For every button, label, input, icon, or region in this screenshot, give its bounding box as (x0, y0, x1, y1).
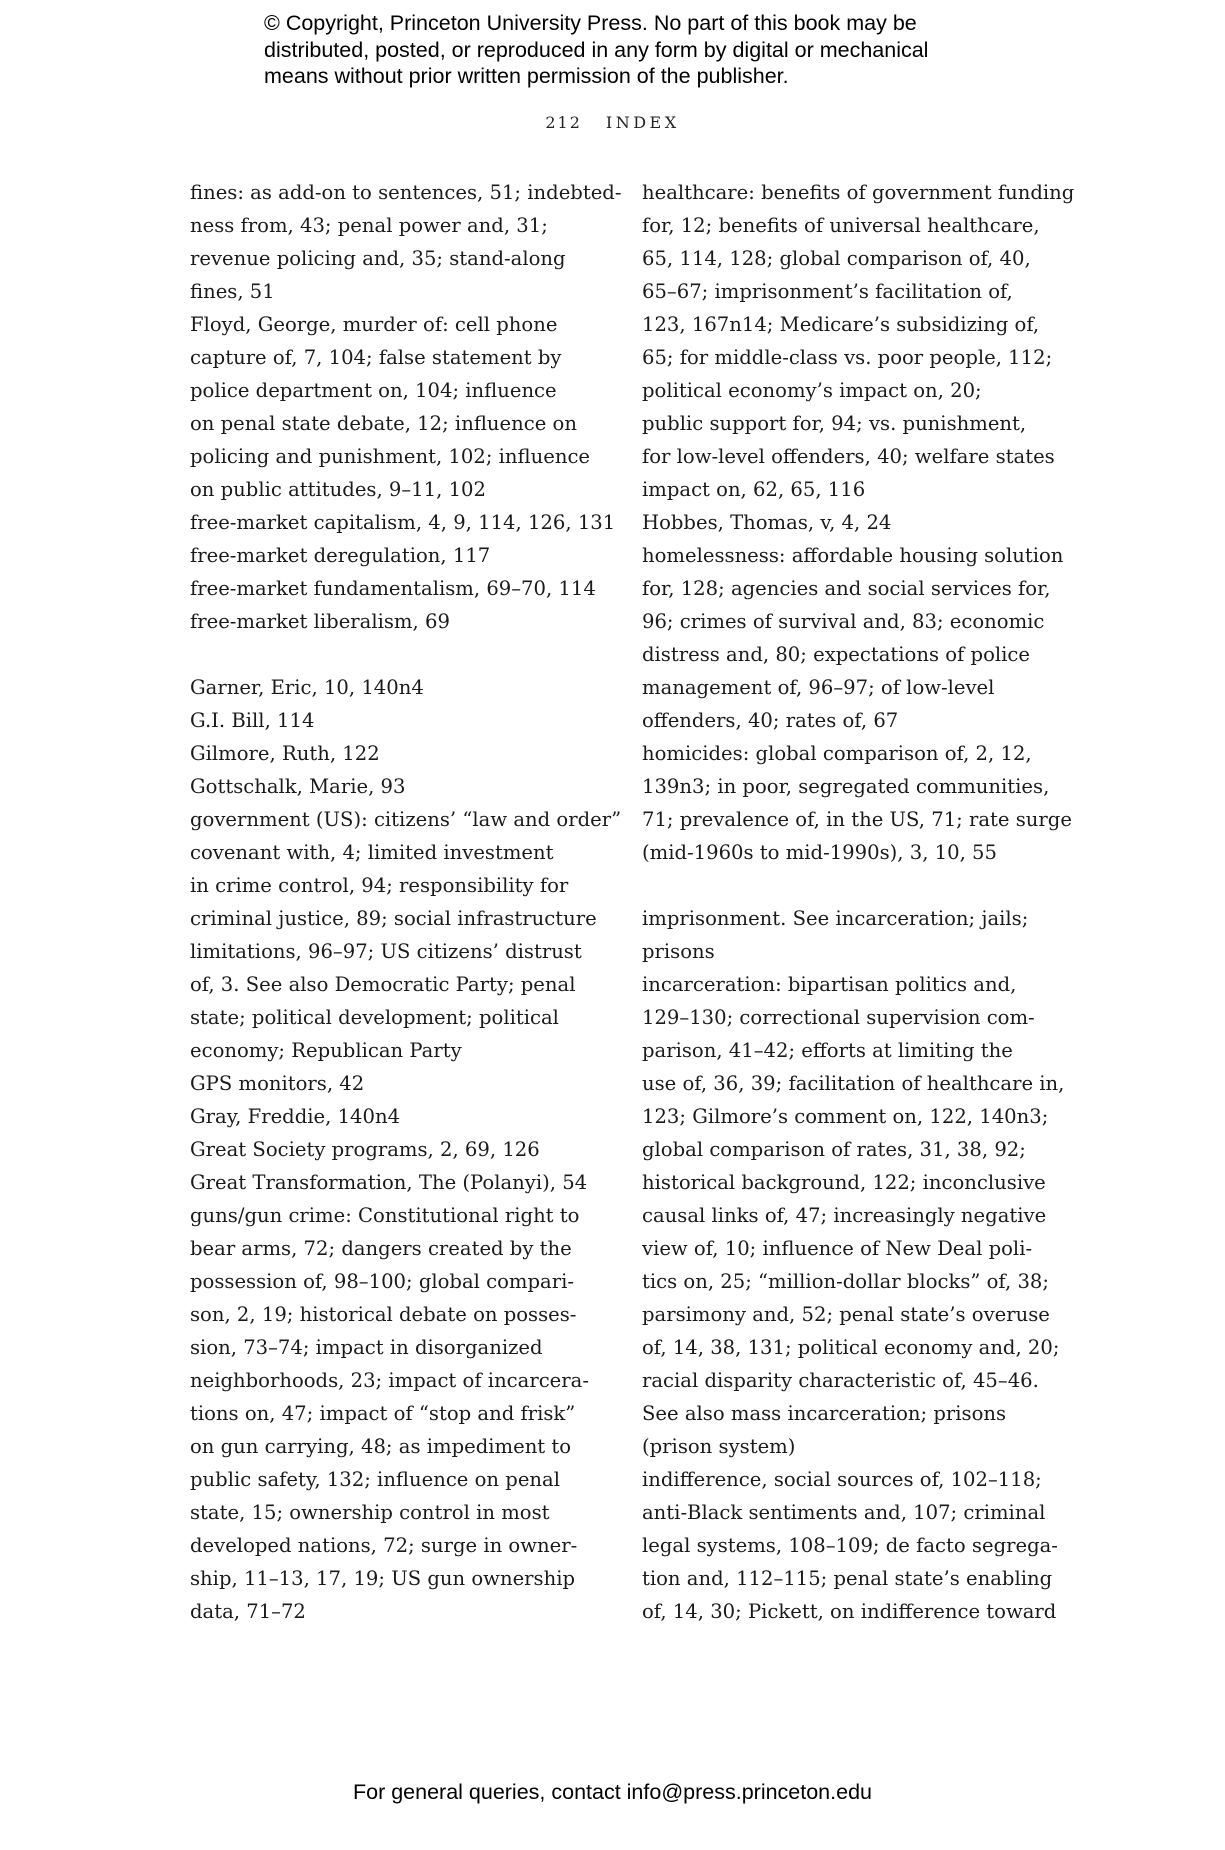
index-entry-line: Gottschalk, Marie, 93 (190, 775, 406, 798)
index-entry-line: global comparison of rates, 31, 38, 92; (642, 1138, 1026, 1161)
index-entry-line: data, 71–72 (190, 1600, 306, 1623)
index-entry (190, 1067, 620, 1100)
index-entry-line: Great Society programs, 2, 69, 126 (190, 1138, 540, 1161)
index-entry (642, 902, 1082, 968)
index-entry-line: prisons (642, 940, 715, 963)
index-entry-line: Gilmore, Ruth, 122 (190, 742, 380, 765)
index-entry-line: ness from, 43; penal power and, 31; (190, 214, 548, 237)
copyright-line: means without prior written permission of the publisher. (264, 64, 789, 88)
index-entry-line: government (US): citizens’ “law and order” (190, 808, 622, 831)
index-entry-line: healthcare: benefits of government funding (642, 181, 1075, 204)
index-entry-line: on penal state debate, 12; influence on (190, 412, 577, 435)
index-entry-line: public safety, 132; influence on penal (190, 1468, 560, 1491)
index-entry (190, 605, 620, 638)
index-entry-line: 123; Gilmore’s comment on, 122, 140n3; (642, 1105, 1049, 1128)
index-entry-line: parison, 41–42; efforts at limiting the (642, 1039, 1013, 1062)
index-entry (190, 704, 620, 737)
index-entry-line: management of, 96–97; of low-level (642, 676, 995, 699)
index-entry-line: racial disparity characteristic of, 45–46. (642, 1369, 1039, 1392)
index-entry-line: Floyd, George, murder of: cell phone (190, 313, 558, 336)
index-entry-line: use of, 36, 39; facilitation of healthcare in, (642, 1072, 1065, 1095)
index-entry-line: indifference, social sources of, 102–118; (642, 1468, 1042, 1491)
index-entry (190, 539, 620, 572)
index-entry-line: incarceration: bipartisan politics and, (642, 973, 1017, 996)
index-entry-line: 139n3; in poor, segregated communities, (642, 775, 1050, 798)
index-entry-line: 123, 167n14; Medicare’s subsidizing of, (642, 313, 1040, 336)
section-title: INDEX (605, 113, 680, 132)
index-entry-line: (mid-1960s to mid-1990s), 3, 10, 55 (642, 841, 997, 864)
index-entry-line: limitations, 96–97; US citizens’ distrust (190, 940, 582, 963)
copyright-line: distributed, posted, or reproduced in any form by digital or mechanical (264, 37, 929, 62)
index-entry-line: in crime control, 94; responsibility for (190, 874, 569, 897)
index-entry-line: 65–67; imprisonment’s facilitation of, (642, 280, 1013, 303)
index-entry-line: public support for, 94; vs. punishment, (642, 412, 1027, 435)
index-column-right (642, 176, 1082, 1628)
index-entry-line: state, 15; ownership control in most (190, 1501, 550, 1524)
index-entry-line: 96; crimes of survival and, 83; economic (642, 610, 1045, 633)
index-entry-line: See also mass incarceration; prisons (642, 1402, 1007, 1425)
index-entry-line: Garner, Eric, 10, 140n4 (190, 676, 424, 699)
index-entry (190, 506, 620, 539)
page-number: 212 (545, 113, 582, 132)
index-entry-line: of, 14, 38, 131; political economy and, 20; (642, 1336, 1060, 1359)
index-entry-line: criminal justice, 89; social infrastructure (190, 907, 597, 930)
running-head (0, 113, 1225, 132)
index-entry-line: 71; prevalence of, in the US, 71; rate surge (642, 808, 1072, 831)
index-entry-line: legal systems, 108–109; de facto segrega- (642, 1534, 1058, 1557)
index-entry (642, 176, 1082, 506)
index-entry-line: 65; for middle-class vs. poor people, 112; (642, 346, 1053, 369)
index-entry-line: revenue policing and, 35; stand-along (190, 247, 566, 270)
index-entry-line: impact on, 62, 65, 116 (642, 478, 866, 501)
index-entry-line: historical background, 122; inconclusive (642, 1171, 1046, 1194)
index-entry (190, 308, 620, 506)
index-entry-line: tions on, 47; impact of “stop and frisk” (190, 1402, 576, 1425)
index-entry-line: covenant with, 4; limited investment (190, 841, 554, 864)
index-entry-line: developed nations, 72; surge in owner- (190, 1534, 578, 1557)
index-entry-line: free-market capitalism, 4, 9, 114, 126, 131 (190, 511, 616, 534)
index-entry-line: son, 2, 19; historical debate on posses- (190, 1303, 577, 1326)
index-entry-line: free-market deregulation, 117 (190, 544, 491, 567)
index-entry-line: Gray, Freddie, 140n4 (190, 1105, 401, 1128)
index-entry-line: (prison system) (642, 1435, 796, 1458)
index-entry-line: Great Transformation, The (Polanyi), 54 (190, 1171, 588, 1194)
index-entry-line: of, 14, 30; Pickett, on indifference toward (642, 1600, 1057, 1623)
index-entry (190, 1100, 620, 1133)
index-entry-line: fines: as add-on to sentences, 51; indebted- (190, 181, 622, 204)
index-entry-line: for, 12; benefits of universal healthcare, (642, 214, 1040, 237)
index-entry-line: on public attitudes, 9–11, 102 (190, 478, 486, 501)
index-entry-line: police department on, 104; influence (190, 379, 557, 402)
index-entry-line: parsimony and, 52; penal state’s overuse (642, 1303, 1050, 1326)
index-entry-line: 65, 114, 128; global comparison of, 40, (642, 247, 1031, 270)
index-entry (642, 1463, 1082, 1628)
index-entry-line: view of, 10; influence of New Deal poli- (642, 1237, 1033, 1260)
index-entry-line: possession of, 98–100; global compari- (190, 1270, 574, 1293)
index-column-left (190, 176, 620, 1628)
index-entry-line: free-market fundamentalism, 69–70, 114 (190, 577, 596, 600)
index-entry-line: offenders, 40; rates of, 67 (642, 709, 899, 732)
index-entry-line: GPS monitors, 42 (190, 1072, 365, 1095)
copyright-line: © Copyright, Princeton University Press. No part of this book may be (264, 11, 917, 35)
index-entry-line: economy; Republican Party (190, 1039, 462, 1062)
index-entry-line: guns/gun crime: Constitutional right to (190, 1204, 580, 1227)
letter-group-gap (642, 869, 1082, 902)
index-entry (190, 671, 620, 704)
index-entry-line: free-market liberalism, 69 (190, 610, 450, 633)
index-entry (190, 1199, 620, 1628)
index-entry (642, 506, 1082, 539)
index-entry-line: neighborhoods, 23; impact of incarcera- (190, 1369, 589, 1392)
index-entry-line: distress and, 80; expectations of police (642, 643, 1030, 666)
index-entry-line: G.I. Bill, 114 (190, 709, 315, 732)
index-entry-line: tion and, 112–115; penal state’s enabling (642, 1567, 1053, 1590)
index-entry-line: causal links of, 47; increasingly negative (642, 1204, 1047, 1227)
index-entry-line: imprisonment. See incarceration; jails; (642, 907, 1029, 930)
index-entry-line: sion, 73–74; impact in disorganized (190, 1336, 543, 1359)
index-entry-line: state; political development; political (190, 1006, 559, 1029)
index-entry-line: of, 3. See also Democratic Party; penal (190, 973, 576, 996)
index-entry (190, 737, 620, 770)
index-entry-line: capture of, 7, 104; false statement by (190, 346, 562, 369)
index-entry-line: political economy’s impact on, 20; (642, 379, 982, 402)
index-entry (642, 539, 1082, 737)
index-entry-line: fines, 51 (190, 280, 275, 303)
index-entry-line: ship, 11–13, 17, 19; US gun ownership (190, 1567, 576, 1590)
index-entry-line: homelessness: affordable housing solution (642, 544, 1064, 567)
index-entry (190, 176, 620, 308)
index-entry (642, 968, 1082, 1463)
index-entry (190, 770, 620, 803)
footer-contact: For general queries, contact info@press.princeton.edu (352, 1780, 872, 1804)
index-entry (642, 737, 1082, 869)
index-entry-line: Hobbes, Thomas, v, 4, 24 (642, 511, 892, 534)
index-entry-line: 129–130; correctional supervision com- (642, 1006, 1035, 1029)
copyright-notice (264, 10, 1024, 90)
index-entry-line: policing and punishment, 102; influence (190, 445, 591, 468)
index-entry-line: anti-Black sentiments and, 107; criminal (642, 1501, 1046, 1524)
index-entry-line: homicides: global comparison of, 2, 12, (642, 742, 1032, 765)
index-entry (190, 572, 620, 605)
index-entry-line: on gun carrying, 48; as impediment to (190, 1435, 572, 1458)
index-entry (190, 803, 620, 1067)
index-entry-line: tics on, 25; “million-dollar blocks” of, 38; (642, 1270, 1049, 1293)
letter-group-gap (190, 638, 620, 671)
index-entry-line: for low-level offenders, 40; welfare states (642, 445, 1055, 468)
index-entry-line: for, 128; agencies and social services for, (642, 577, 1051, 600)
index-entry (190, 1133, 620, 1166)
index-entry (190, 1166, 620, 1199)
index-entry-line: bear arms, 72; dangers created by the (190, 1237, 572, 1260)
